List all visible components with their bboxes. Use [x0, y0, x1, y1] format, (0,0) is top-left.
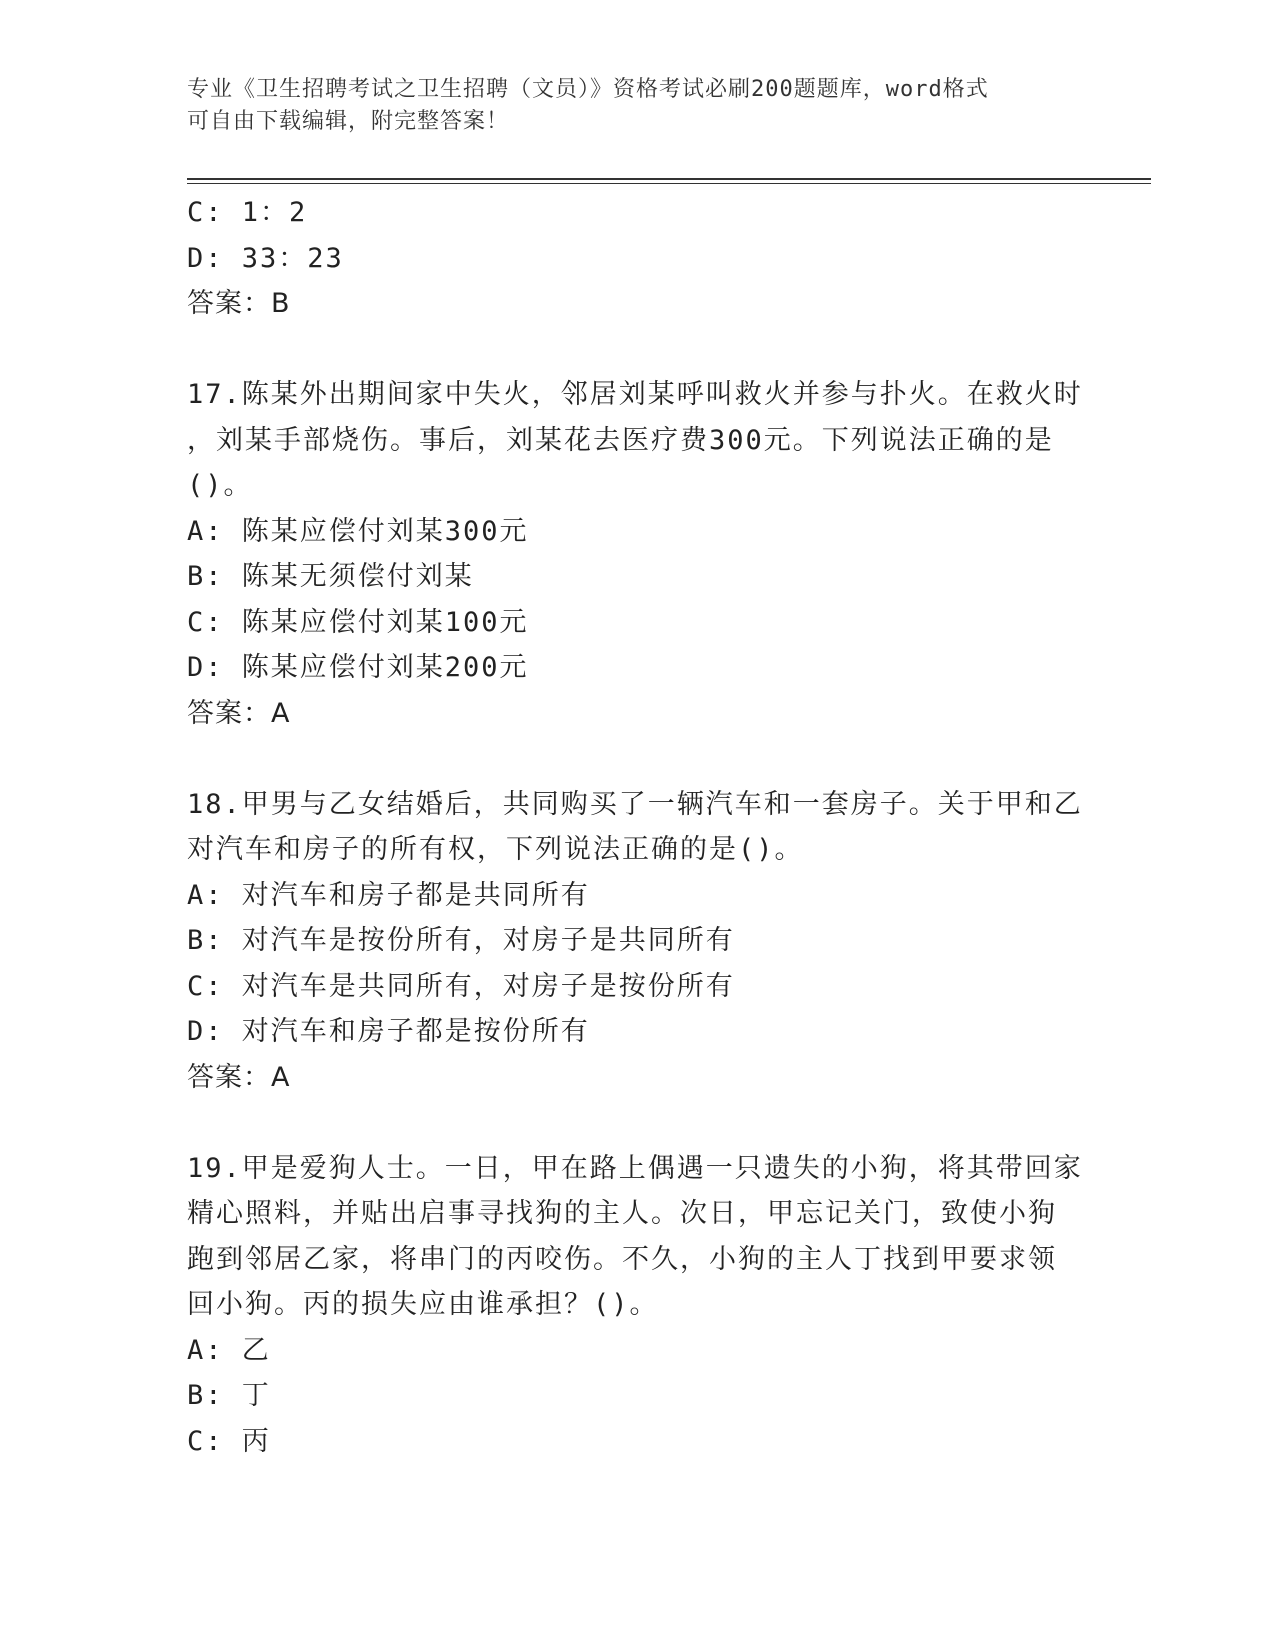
answer-line: 答案：B [187, 288, 291, 319]
question-stem-line: 对汽车和房子的所有权，下列说法正确的是()。 [187, 834, 804, 865]
question-stem-line: 18.甲男与乙女结婚后，共同购买了一辆汽车和一套房子。关于甲和乙 [187, 788, 1083, 820]
option-c: C: 丙 [187, 1425, 271, 1457]
option-c: C: 陈某应偿付刘某100元 [187, 606, 529, 638]
question-stem-line: 17.陈某外出期间家中失火，邻居刘某呼叫救火并参与扑火。在救火时 [187, 379, 1083, 410]
option-b: B: 陈某无须偿付刘某 [187, 561, 474, 592]
question-stem-line: 19.甲是爱狗人士。一日，甲在路上偶遇一只遗失的小狗，将其带回家 [187, 1152, 1083, 1184]
header-divider [187, 178, 1151, 180]
option-d: D: 陈某应偿付刘某200元 [187, 652, 529, 683]
header-line-1: 专业《卫生招聘考试之卫生招聘（文员）》资格考试必刷200题题库，word格式 [187, 77, 989, 102]
option-b: B: 对汽车是按份所有，对房子是共同所有 [187, 925, 735, 956]
option-a: A: 乙 [187, 1334, 271, 1366]
option-a: A: 陈某应偿付刘某300元 [187, 515, 529, 547]
answer-line: 答案：A [187, 697, 291, 729]
option-d: D: 33：23 [187, 242, 344, 274]
question-stem-line: 跑到邻居乙家，将串门的丙咬伤。不久，小狗的主人丁找到甲要求领 [187, 1243, 1057, 1275]
header-divider-thin [187, 183, 1151, 184]
answer-line: 答案：A [187, 1061, 291, 1093]
option-d: D: 对汽车和房子都是按份所有 [187, 1016, 590, 1047]
question-16-tail [187, 190, 1087, 327]
option-c: C: 1：2 [187, 197, 308, 228]
option-a: A: 对汽车和房子都是共同所有 [187, 879, 590, 911]
question-stem-line: ()。 [187, 470, 253, 501]
question-18 [187, 782, 1087, 1101]
document-body [187, 190, 1087, 1464]
question-stem-line: ，刘某手部烧伤。事后，刘某花去医疗费300元。下列说法正确的是 [187, 424, 1054, 456]
question-stem-line: 精心照料，并贴出启事寻找狗的主人。次日，甲忘记关门，致使小狗 [187, 1198, 1057, 1229]
option-c: C: 对汽车是共同所有，对房子是按份所有 [187, 970, 735, 1002]
question-19 [187, 1146, 1087, 1465]
question-17 [187, 372, 1087, 736]
option-b: B: 丁 [187, 1380, 271, 1411]
header-line-2: 可自由下载编辑，附完整答案！ [187, 109, 510, 134]
page-header [187, 74, 1087, 138]
question-stem-line: 回小狗。丙的损失应由谁承担？()。 [187, 1289, 659, 1320]
